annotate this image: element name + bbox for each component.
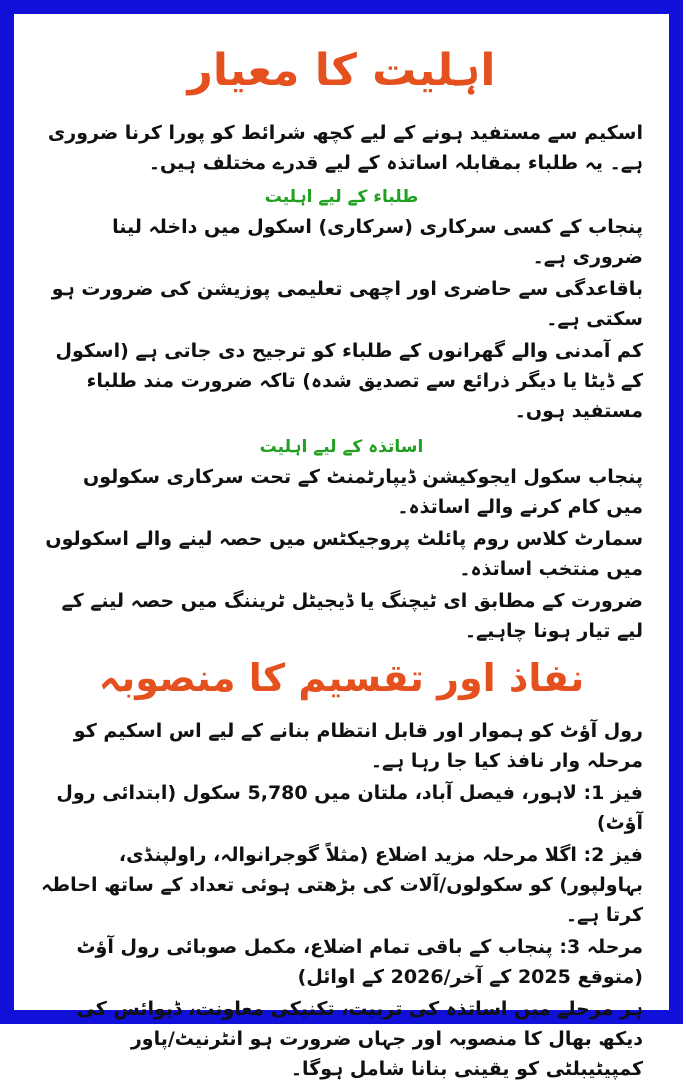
rollout-closing: ہر مرحلے میں اساتذہ کی تربیت، تکنیکی معاونت، ڈیوائس کی دیکھ بھال کا منصوبہ اور جہاں ضرورت ہو انٹرنیٹ/پاور کمپیٹیبلٹی کو یقینی بنانا شامل ہوگا۔ xyxy=(76,998,643,1080)
teachers-eligibility-heading: اساتذہ کے لیے اہلیت xyxy=(259,437,424,457)
rollout-phase-2: فیز 2: اگلا مرحلہ مزید اضلاع (مثلاً گوجرانوالہ، راولپنڈی، بہاولپور) کو سکولوں/آلات کی بڑھتی ہوئی تعداد کے ساتھ احاطہ کرتا ہے۔ xyxy=(41,844,643,926)
student-criterion-2: باقاعدگی سے حاضری اور اچھی تعلیمی پوزیشن کی ضرورت ہو سکتی ہے۔ xyxy=(51,278,643,330)
rollout-plan-title: نفاذ اور تقسیم کا منصوبہ xyxy=(98,656,585,700)
student-criterion-1: پنجاب کے کسی سرکاری (سرکاری) اسکول میں داخلہ لینا ضروری ہے۔ xyxy=(112,216,643,268)
intro-paragraph: اسکیم سے مستفید ہونے کے لیے کچھ شرائط کو پورا کرنا ضروری ہے۔ یہ طلباء بمقابلہ اساتذہ کے لیے قدرے مختلف ہیں۔ xyxy=(47,122,643,174)
students-eligibility-heading: طلباء کے لیے اہلیت xyxy=(264,187,419,207)
student-criterion-3: کم آمدنی والے گھرانوں کے طلباء کو ترجیح دی جاتی ہے (اسکول کے ڈیٹا یا دیگر ذرائع سے تصدیق شدہ) تاکہ ضرورت مند طلباء مستفید ہوں۔ xyxy=(55,340,643,422)
rollout-phase-1: فیز 1: لاہور، فیصل آباد، ملتان میں 5,780 سکول (ابتدائی رول آؤٹ) xyxy=(56,782,643,834)
document-body xyxy=(40,36,643,1080)
rollout-intro: رول آؤٹ کو ہموار اور قابل انتظام بنانے کے لیے اس اسکیم کو مرحلہ وار نافذ کیا جا رہا ہے۔ xyxy=(73,720,643,772)
teacher-criterion-2: سمارٹ کلاس روم پائلٹ پروجیکٹس میں حصہ لینے والے اسکولوں میں منتخب اساتذہ۔ xyxy=(45,528,643,580)
teacher-criterion-3: ضرورت کے مطابق ای ٹیچنگ یا ڈیجیٹل ٹریننگ میں حصہ لینے کے لیے تیار ہونا چاہیے۔ xyxy=(61,590,643,642)
page-title: اہلیت کا معیار xyxy=(187,45,496,96)
rollout-phase-3: مرحلہ 3: پنجاب کے باقی تمام اضلاع، مکمل صوبائی رول آؤٹ (متوقع 2025 کے آخر/2026 کے اوائل) xyxy=(76,936,643,988)
teacher-criterion-1: پنجاب سکول ایجوکیشن ڈیپارٹمنٹ کے تحت سرکاری سکولوں میں کام کرنے والے اساتذہ۔ xyxy=(83,466,643,518)
